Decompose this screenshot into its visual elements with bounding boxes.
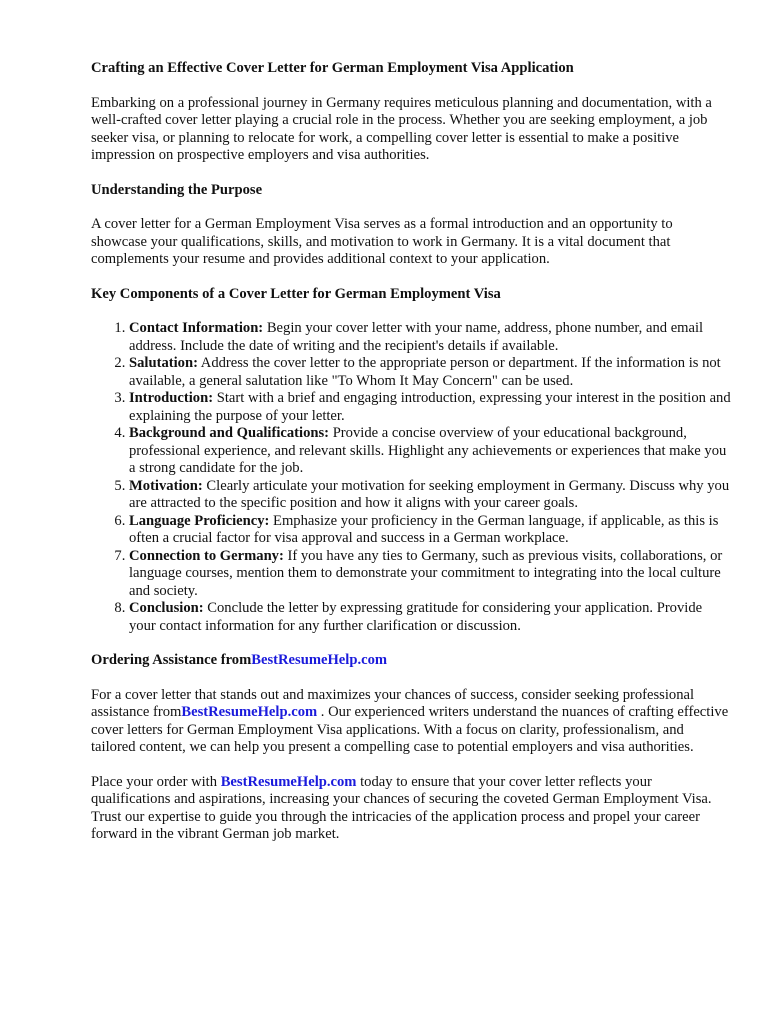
ordering-heading-label: Ordering Assistance from [91, 652, 252, 668]
item-term: Contact Information: [129, 320, 264, 336]
item-text: Start with a brief and engaging introduction, expressing your interest in the position and explaining the purpose of your letter. [129, 390, 731, 424]
list-item [129, 478, 731, 513]
item-text: Begin your cover letter with your name, address, phone number, and email address. Include the date of writing and the recipient's details if available. [129, 320, 704, 354]
item-text: Conclude the letter by expressing gratitude for considering your application. Provide your contact information for any further clarification or discussion. [129, 600, 703, 634]
components-heading: Key Components of a Cover Letter for German Employment Visa [91, 285, 501, 302]
document-title: Crafting an Effective Cover Letter for German Employment Visa Application [91, 60, 574, 76]
item-text: Provide a concise overview of your educational background, professional experience, and relevant skills. Highlight any achievements or experiences that make you a strong candidate for the job. [129, 425, 727, 476]
list-item [129, 600, 731, 635]
ordering-heading [91, 652, 731, 670]
item-term: Connection to Germany: [129, 547, 284, 564]
list-item [129, 425, 731, 478]
list-item [129, 390, 731, 425]
ordering-paragraph-2 [91, 774, 731, 844]
ordering-p1-text-before: For a cover letter that stands out and maximizes your chances of success, consider seeking professional assistance from [91, 686, 695, 720]
item-text: If you have any ties to Germany, such as previous visits, collaborations, or language courses, mention them to demonstrate your commitment to integrating into the local culture and society. [129, 547, 723, 599]
ordering-p1-text-after: . Our experienced writers understand the nuances of crafting effective cover letters for German Employment Visa applications. With a focus on clarity, professionalism, and tailored content, we can help you present a compelling case to potential employers and visa authorities. [91, 704, 729, 755]
ordering-heading-link[interactable]: BestResumeHelp.com [251, 652, 388, 668]
ordering-paragraph-1 [91, 687, 731, 757]
list-item [129, 548, 731, 601]
item-term: Motivation: [129, 477, 203, 494]
item-term: Background and Qualifications: [129, 425, 330, 441]
item-term: Language Proficiency: [129, 512, 270, 529]
ordering-p2-link[interactable]: BestResumeHelp.com [220, 773, 357, 790]
purpose-heading: Understanding the Purpose [91, 181, 263, 198]
item-text: Address the cover letter to the appropriate person or department. If the information is not available, a general salutation like "To Whom It May Concern" can be used. [129, 355, 721, 389]
purpose-paragraph: A cover letter for a German Employment Visa serves as a formal introduction and an opportunity to showcase your qualifications, skills, and motivation to work in Germany. It is a vital document that complements your resume and provides additional context to your application. [91, 216, 673, 267]
document-page [91, 60, 731, 861]
intro-paragraph: Embarking on a professional journey in Germany requires meticulous planning and documentation, with a well-crafted cover letter playing a crucial role in the process. Whether you are seeking employment, a job seeker visa, or planning to relocate for work, a compelling cover letter is essential to make a positive impression on prospective employers and visa authorities. [91, 94, 712, 163]
item-term: Introduction: [129, 390, 214, 406]
list-item [129, 355, 731, 390]
components-list [91, 320, 731, 635]
item-term: Conclusion: [129, 600, 204, 616]
item-text: Clearly articulate your motivation for seeking employment in Germany. Discuss why you are attracted to the specific position and how it aligns with your career goals. [129, 477, 730, 511]
list-item [129, 320, 731, 355]
ordering-p2-text-before: Place your order with [91, 773, 221, 790]
ordering-p2-text-after: today to ensure that your cover letter reflects your qualifications and aspirations, increasing your chances of securing the coveted German Employment Visa. Trust our expertise to guide you through the intricacies of the application process and propel your career forward in the vibrant German job market. [91, 773, 712, 842]
item-text: Emphasize your proficiency in the German language, if applicable, as this is often a crucial factor for visa approval and success in a German workplace. [129, 512, 719, 546]
item-term: Salutation: [129, 355, 198, 371]
list-item [129, 513, 731, 548]
ordering-p1-link[interactable]: BestResumeHelp.com [181, 704, 318, 720]
